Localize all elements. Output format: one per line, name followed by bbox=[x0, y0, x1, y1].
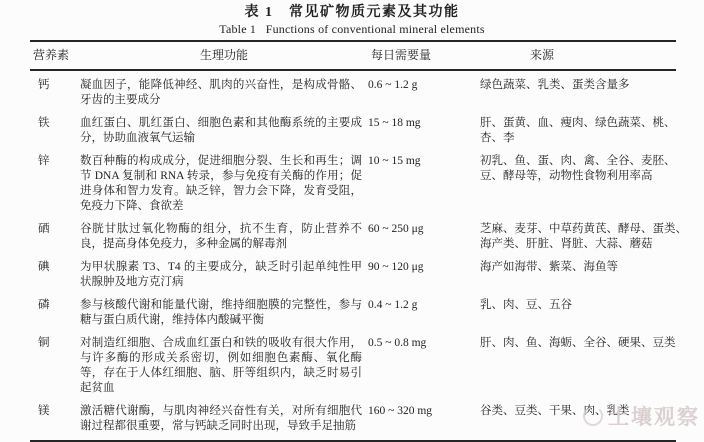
cell-physiological-function: 凝血因子，能降低神经、肌肉的兴奋性，是构成骨骼、牙齿的主要成分 bbox=[80, 79, 362, 106]
cell-nutrient: 锌 bbox=[38, 155, 50, 167]
cell-source: 绿色蔬菜、乳类、蛋类含量多 bbox=[480, 79, 630, 91]
cell-source: 芝麻、麦芽、中草药黄芪、酵母、蛋类、海产类、肝脏、肾脏、大蒜、蘑菇 bbox=[480, 223, 687, 250]
table-header-row bbox=[30, 42, 704, 69]
table-row bbox=[30, 116, 704, 146]
table-row bbox=[30, 154, 704, 214]
col-header-daily-requirement: 每日需要量 bbox=[371, 48, 432, 62]
table-row bbox=[30, 298, 704, 328]
cell-daily-requirement: 160 ~ 320 mg bbox=[368, 405, 433, 417]
mineral-table bbox=[30, 40, 704, 442]
table-title-en: Table 1 Functions of conventional mineral elements bbox=[219, 22, 485, 36]
watermark-text: 土壤观察 bbox=[608, 405, 700, 429]
col-header-nutrient: 营养素 bbox=[33, 48, 70, 62]
cell-physiological-function: 参与核酸代谢和能量代谢，维持细胞膜的完整性，参与糖与蛋白质代谢，维持体内酸碱平衡 bbox=[80, 299, 362, 326]
cell-nutrient: 铁 bbox=[38, 117, 50, 129]
cell-source: 海产如海带、紫菜、海鱼等 bbox=[480, 261, 618, 273]
table-row bbox=[30, 78, 704, 108]
cell-daily-requirement: 90 ~ 120 μg bbox=[368, 261, 424, 273]
col-header-function: 生理功能 bbox=[199, 48, 248, 62]
table-body bbox=[30, 71, 704, 440]
cell-daily-requirement: 10 ~ 15 mg bbox=[368, 155, 421, 167]
table-row bbox=[30, 222, 704, 252]
cell-source: 肝、肉、鱼、海蛎、全谷、硬果、豆类 bbox=[480, 337, 676, 349]
cell-daily-requirement: 0.4 ~ 1.2 g bbox=[368, 299, 418, 311]
table-row bbox=[30, 404, 704, 434]
table-title-cn: 表 1 常见矿物质元素及其功能 bbox=[244, 5, 460, 20]
cell-nutrient: 镁 bbox=[38, 405, 50, 417]
cell-nutrient: 钙 bbox=[38, 79, 50, 91]
cell-source: 肝、蛋黄、血、瘦肉、绿色蔬菜、桃、杏、李 bbox=[480, 117, 676, 144]
table-row bbox=[30, 260, 704, 290]
cell-nutrient: 磷 bbox=[38, 299, 50, 311]
cell-nutrient: 硒 bbox=[38, 223, 50, 235]
table-row bbox=[30, 336, 704, 396]
col-header-source: 来源 bbox=[530, 48, 555, 62]
cell-nutrient: 铜 bbox=[38, 337, 50, 349]
cell-physiological-function: 谷胱甘肽过氧化物酶的组分，抗不生育，防止营养不良，提高身体免疫力，多种金属的解毒剂 bbox=[80, 223, 362, 250]
cell-physiological-function: 血红蛋白、肌红蛋白、细胞色素和其他酶系统的主要成分，协助血液氧气运输 bbox=[80, 117, 362, 144]
cell-daily-requirement: 0.6 ~ 1.2 g bbox=[368, 79, 418, 91]
cell-physiological-function: 对制造红细胞、合成血红蛋白和铁的吸收有很大作用，与许多酶的形成关系密切，例如细胞色素酶、氧化酶等，存在于人体红细胞、脑、肝等组织内，缺乏时易引起贫血 bbox=[80, 337, 362, 394]
cell-physiological-function: 为甲状腺素 T3、T4 的主要成分，缺乏时引起单纯性甲状腺肿及地方克汀病 bbox=[80, 261, 362, 288]
cell-daily-requirement: 15 ~ 18 mg bbox=[368, 117, 421, 129]
cell-daily-requirement: 60 ~ 250 μg bbox=[368, 223, 424, 235]
cell-daily-requirement: 0.5 ~ 0.8 mg bbox=[368, 337, 427, 349]
cell-source: 乳、肉、豆、五谷 bbox=[480, 299, 572, 311]
cell-source: 初乳、鱼、蛋、肉、禽、全谷、麦胚、豆、酵母等，动物性食物利用率高 bbox=[480, 155, 676, 182]
cell-source: 谷类、豆类、干果、肉、乳类 bbox=[480, 405, 630, 417]
cell-nutrient: 碘 bbox=[38, 261, 50, 273]
cell-physiological-function: 数百种酶的构成成分，促进细胞分裂、生长和再生；调节 DNA 复制和 RNA 转录，参与免疫有关酶的作用；促进身体和智力发育。缺乏锌，智力会下降，发育受阻，免疫力下降、食欲差 bbox=[80, 155, 362, 212]
table-caption bbox=[0, 0, 704, 37]
cell-physiological-function: 激活糖代谢酶，与肌肉神经兴奋性有关，对所有细胞代谢过程都很重要，常与钙缺乏同时出现，导致手足抽筋 bbox=[80, 405, 362, 432]
